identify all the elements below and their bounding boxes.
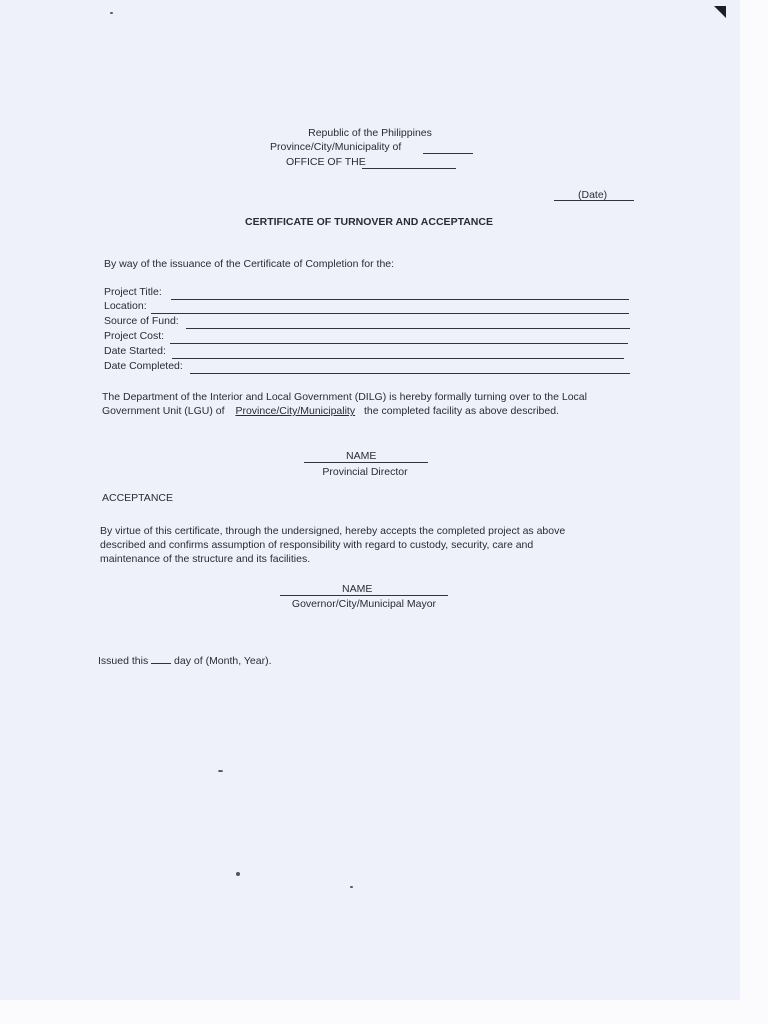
issued-line [98,654,272,668]
field-source-of-fund-line [186,328,630,329]
lgu-blank-line [423,153,473,154]
turnover-lgu-prefix: Government Unit (LGU) of [102,405,225,417]
field-date-completed-line [190,373,630,374]
scan-speck [218,770,223,772]
field-project-title-line [171,299,629,300]
date-label: (Date) [578,189,608,201]
issued-prefix: Issued this [98,655,149,667]
header-lgu-label: Province/City/Municipality of [270,141,402,153]
field-date-started-label: Date Started: [104,345,166,357]
acceptance-heading: ACCEPTANCE [102,492,173,504]
intro-text: By way of the issuance of the Certificate of Completion for the: [104,258,395,270]
header-country: Republic of the Philippines [308,127,432,139]
field-project-cost-line [170,343,628,344]
field-location-line [151,313,629,314]
turnover-lgu-name: Province/City/Municipality [235,405,356,417]
signatory2-name: NAME [342,583,373,595]
header-office [286,156,366,169]
field-project-title-label: Project Title: [104,286,162,298]
signatory1-position: Provincial Director [322,466,408,478]
field-source-of-fund-label: Source of Fund: [104,315,179,327]
scan-edge-bottom [0,1000,768,1024]
scan-corner-mark [714,6,726,18]
scan-edge-right [740,0,768,1024]
field-project-cost-label: Project Cost: [104,330,165,342]
header-lgu [270,141,401,154]
scan-speck [110,12,113,14]
header-office-label: OFFICE OF THE [286,156,366,168]
field-date-started-line [172,358,624,359]
issued-suffix: day of (Month, Year). [174,655,272,667]
scan-speck [350,886,353,888]
acceptance-line-2: described and confirms assumption of responsibility with regard to custody, security, care and [100,539,534,551]
issued-day-blank [151,654,171,664]
scan-speck [236,872,240,876]
turnover-line-2 [102,405,559,418]
turnover-lgu-suffix: the completed facility as above described. [364,405,559,417]
acceptance-line-1: By virtue of this certificate, through the undersigned, hereby accepts the completed project as above [100,525,566,537]
signatory1-name: NAME [346,450,377,462]
acceptance-line-3: maintenance of the structure and its facilities. [100,553,311,565]
field-location-label: Location: [104,300,147,312]
field-date-completed-label: Date Completed: [104,360,183,372]
document-title: CERTIFICATE OF TURNOVER AND ACCEPTANCE [245,216,493,228]
turnover-line-1: The Department of the Interior and Local Government (DILG) is hereby formally turning over to the Local [102,391,587,403]
signatory2-position: Governor/City/Municipal Mayor [291,598,437,610]
office-blank-line [362,168,456,169]
